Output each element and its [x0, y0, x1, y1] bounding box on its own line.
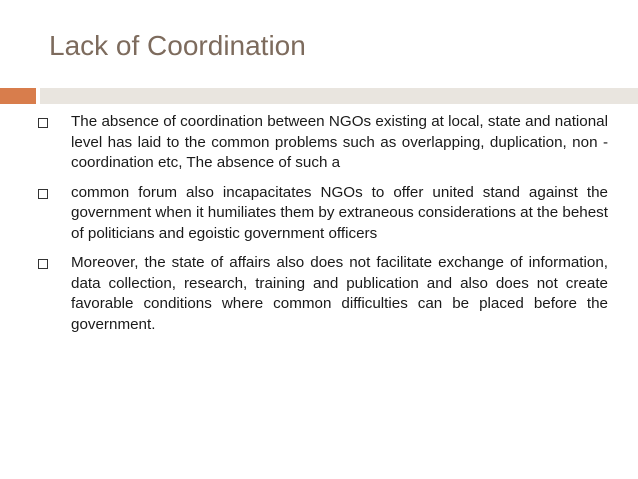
slide-title: Lack of Coordination — [49, 30, 306, 61]
bullet-item — [36, 183, 608, 245]
bullet-item — [36, 253, 608, 335]
divider-accent-block — [0, 88, 36, 104]
square-bullet-icon — [36, 118, 50, 128]
divider-bar-block — [40, 88, 638, 104]
title-divider — [0, 88, 638, 104]
bullet-list — [36, 112, 608, 344]
bullet-text: The absence of coordination between NGOs existing at local, state and national level has laid to the common problems such as overlapping, duplication, non -coordination etc, The absence of such a — [71, 113, 608, 171]
bullet-text: common forum also incapacitates NGOs to offer united stand against the government when it humiliates them by extraneous considerations at the behest of politicians and egoistic government officers — [71, 183, 608, 242]
bullet-text: Moreover, the state of affairs also does not facilitate exchange of information, data collection, research, training and publication and also does not create favorable conditions where common difficulties can be placed before the government. — [71, 254, 608, 333]
square-bullet-icon — [36, 189, 50, 199]
square-bullet-icon — [36, 259, 50, 269]
bullet-item — [36, 112, 608, 174]
